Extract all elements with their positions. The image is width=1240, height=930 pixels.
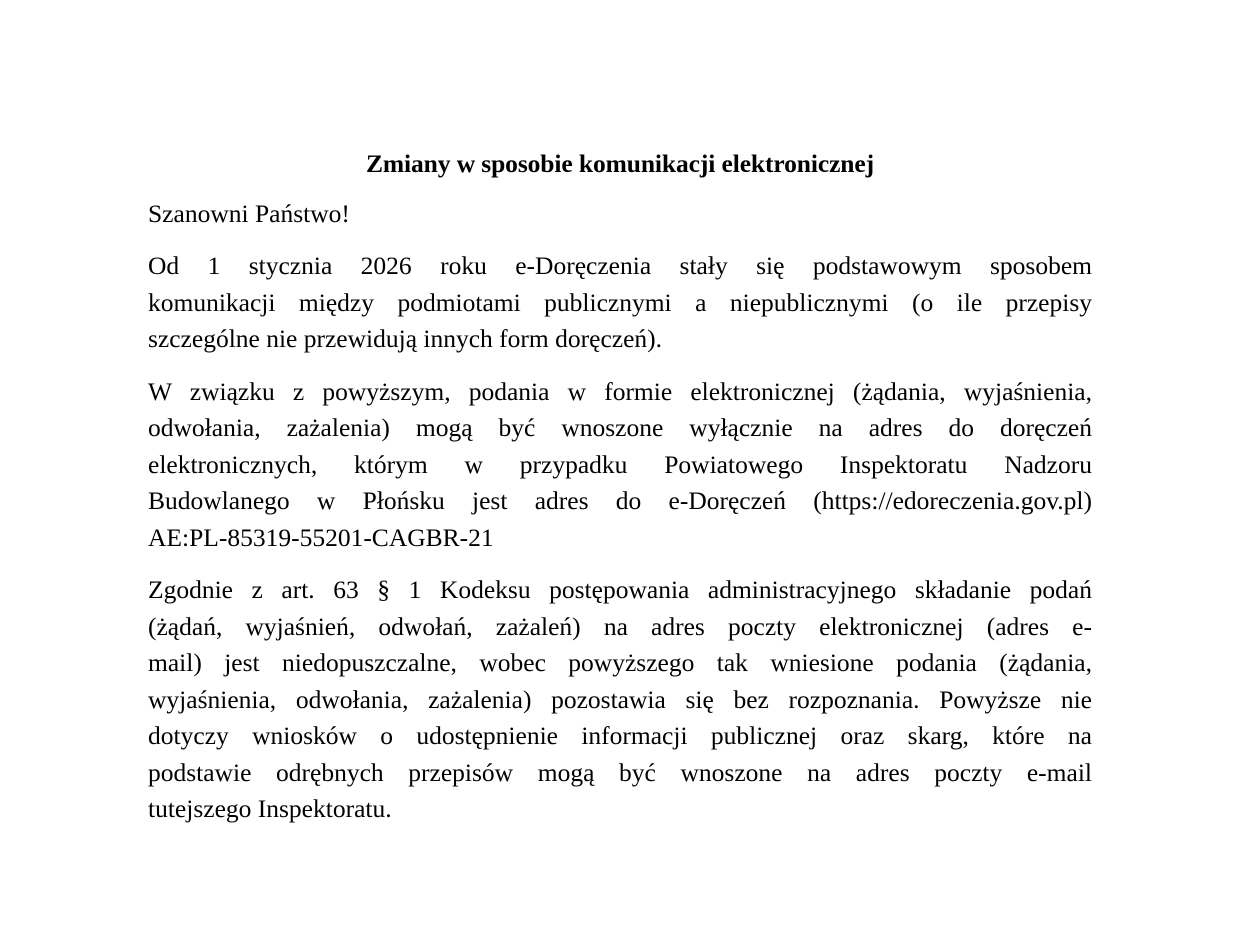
text-line: W związku z powyższym, podania w formie elektronicznej (żądania, wyjaśnienia, xyxy=(148,376,1092,406)
edelivery-address: AE:PL-85319-55201-CAGBR-21 xyxy=(148,522,494,552)
text-line-with-url: Budowlanego w Płońsku jest adres do e-Doręczeń (https://edoreczenia.gov.pl) xyxy=(148,486,1092,515)
text-line: komunikacji między podmiotami publicznymi a niepublicznymi (o ile przepisy xyxy=(148,287,1092,317)
text-line: elektronicznych, którym w przypadku Powiatowego Inspektoratu Nadzoru xyxy=(148,449,1092,479)
paragraph-e-doreczenia-intro xyxy=(148,248,1092,358)
text-line: szczególne nie przewidują innych form doręczeń). xyxy=(148,324,663,353)
text-line: Zgodnie z art. 63 § 1 Kodeksu postępowania administracyjnego składanie podań xyxy=(148,575,1092,604)
text-line: tutejszego Inspektoratu. xyxy=(148,794,392,823)
greeting: Szanowni Państwo! xyxy=(148,199,350,228)
text-line: (żądań, wyjaśnień, odwołań, zażaleń) na adres poczty elektronicznej (adres e- xyxy=(148,611,1092,641)
paragraph-kpa-art-63 xyxy=(148,572,1092,828)
text-line: podstawie odrębnych przepisów mogą być wnoszone na adres poczty e-mail xyxy=(148,757,1092,787)
text-line: Od 1 stycznia 2026 roku e-Doręczenia stały się podstawowym sposobem xyxy=(148,251,1092,280)
text-line: dotyczy wniosków o udostępnienie informacji publicznej oraz skarg, które na xyxy=(148,721,1092,750)
paragraph-electronic-address xyxy=(148,374,1092,557)
document-page xyxy=(148,146,1092,844)
text-line: odwołania, zażalenia) mogą być wnoszone wyłącznie na adres do doręczeń xyxy=(148,413,1092,442)
text-line: wyjaśnienia, odwołania, zażalenia) pozostawia się bez rozpoznania. Powyższe nie xyxy=(148,684,1092,714)
document-title: Zmiany w sposobie komunikacji elektronicznej xyxy=(366,149,874,178)
text-line: mail) jest niedopuszczalne, wobec powyższego tak wniesione podania (żądania, xyxy=(148,648,1092,677)
